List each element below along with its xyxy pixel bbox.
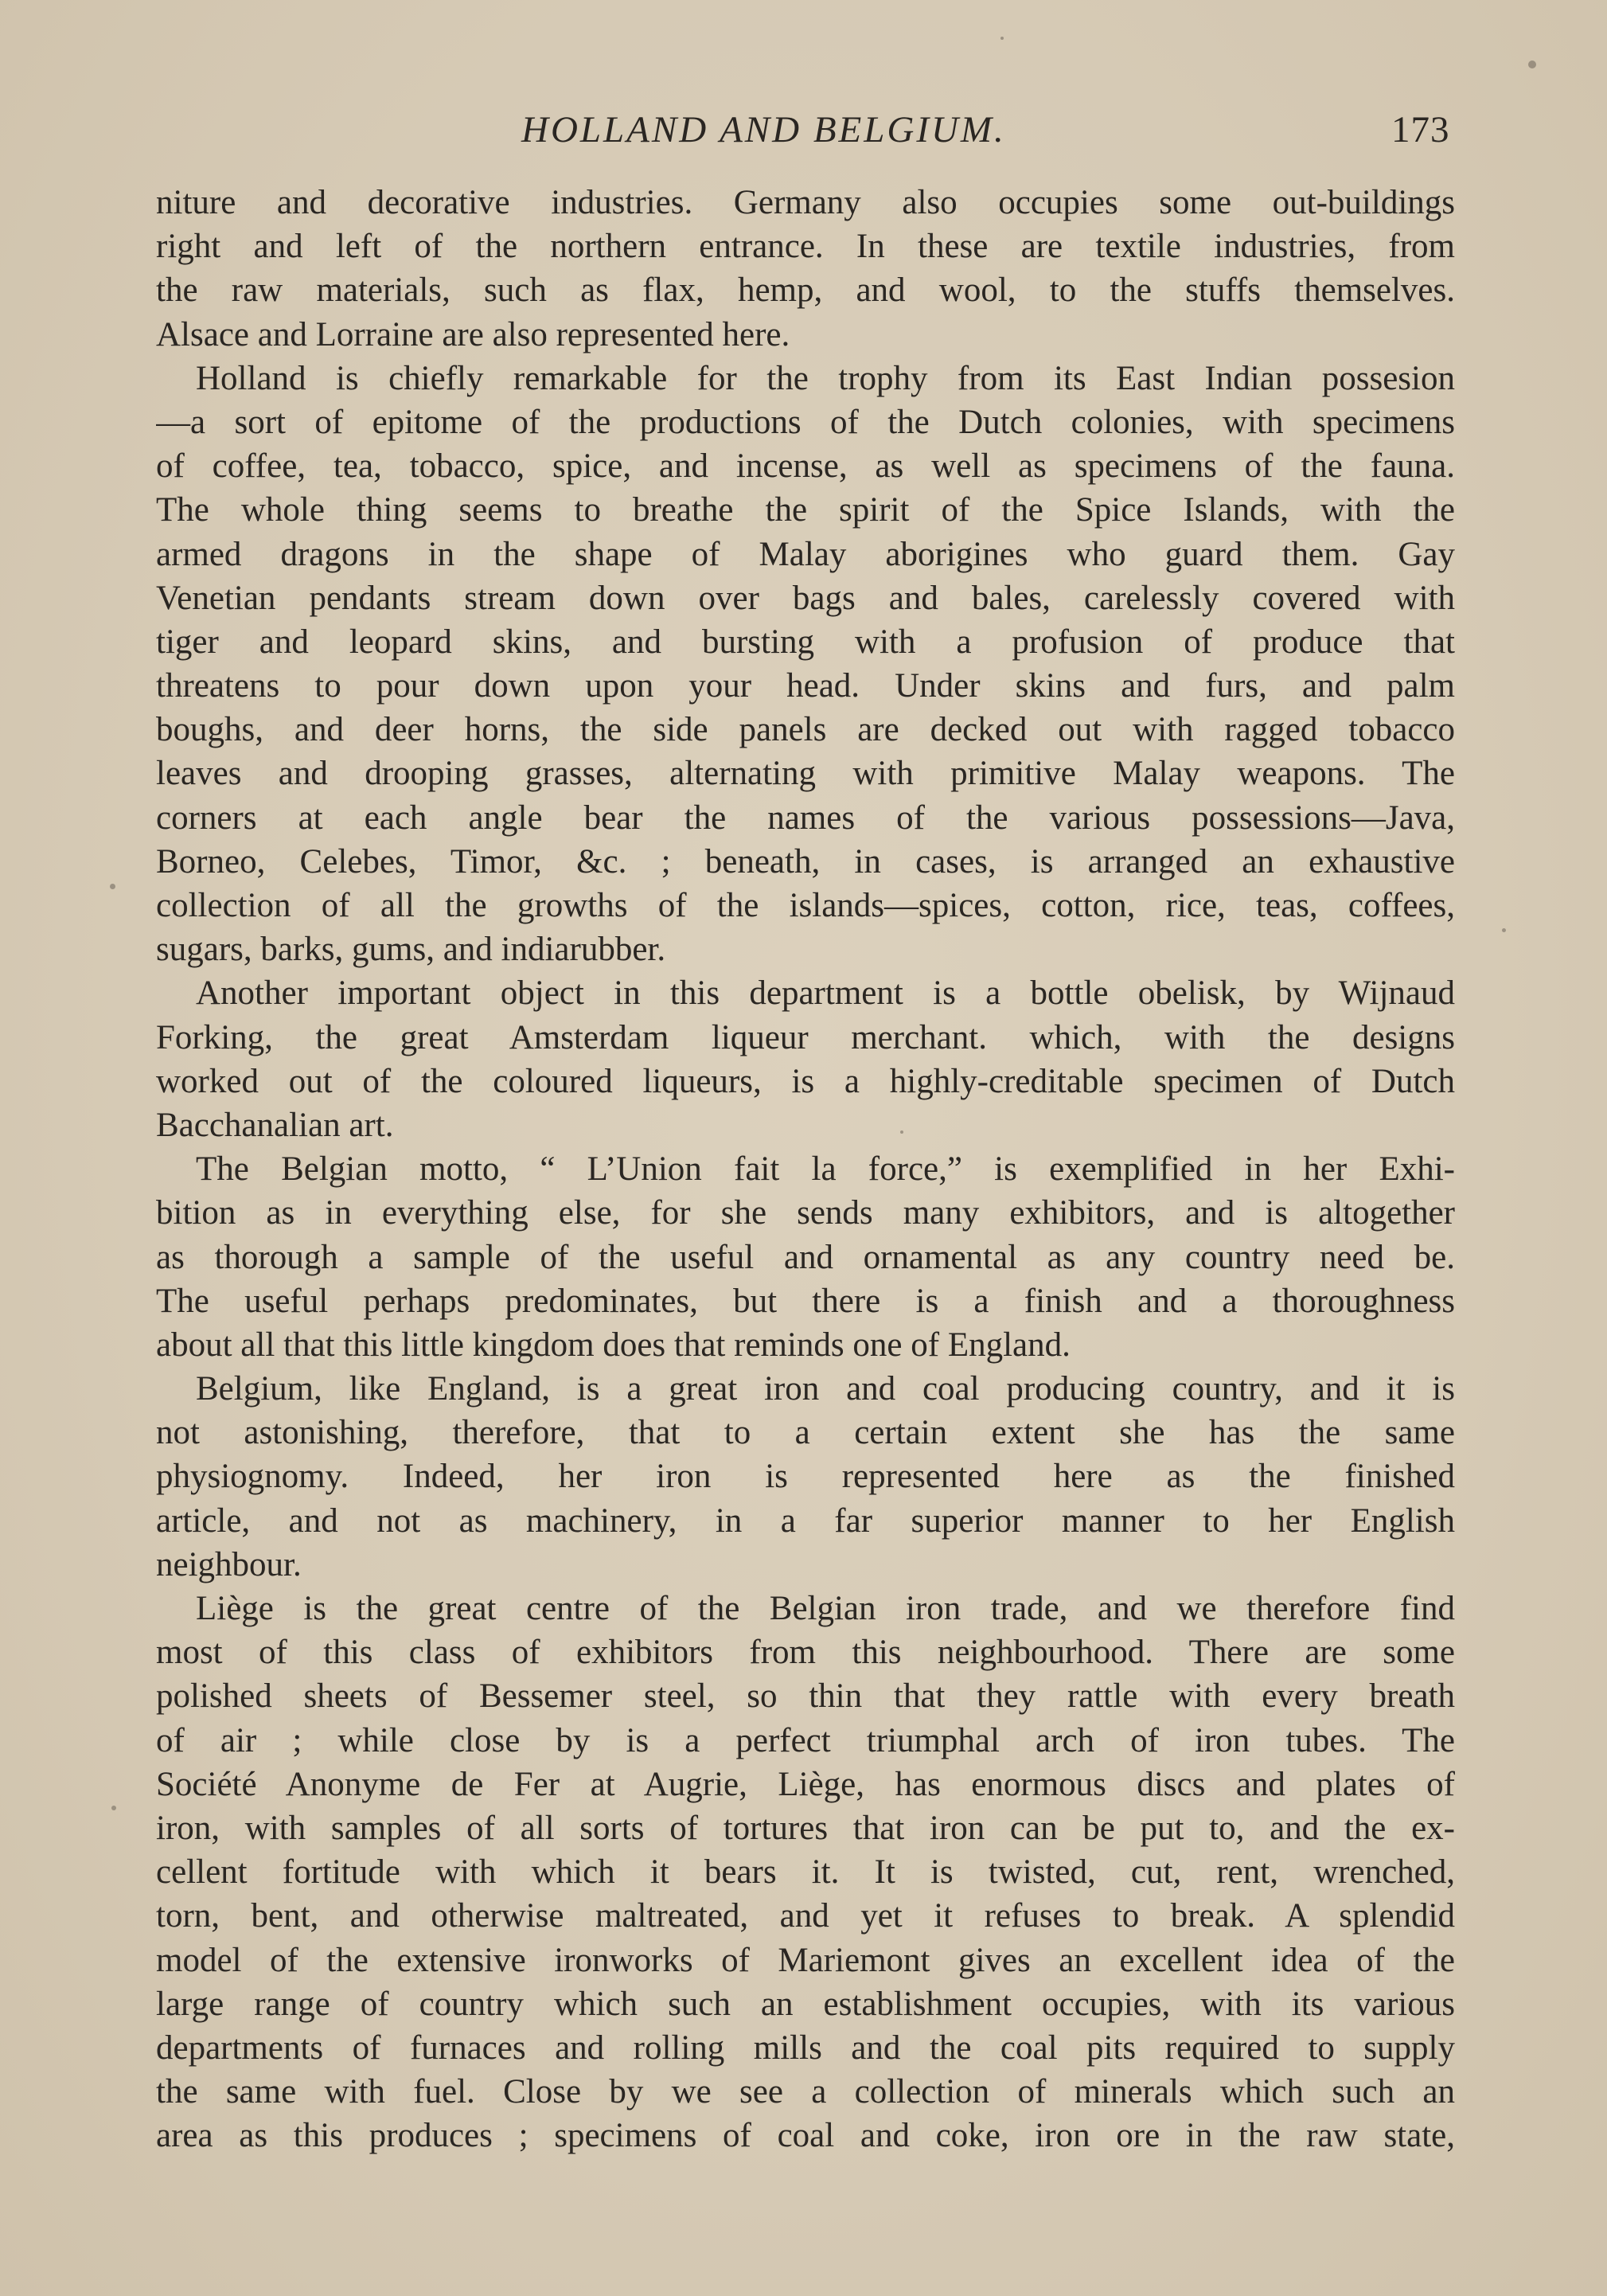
- text-line: iron, with samples of all sorts of tortures that iron can be put to, and the ex-: [156, 1809, 1455, 1847]
- text-line: the same with fuel. Close by we see a collection of minerals which such an: [156, 2073, 1455, 2111]
- text-line: departments of furnaces and rolling mills and the coal pits required to supply: [156, 2029, 1455, 2067]
- paper-speck: [900, 1130, 903, 1134]
- text-line: torn, bent, and otherwise maltreated, and yet it refuses to break. A splendid: [156, 1897, 1455, 1935]
- text-line: as thorough a sample of the useful and ornamental as any country need be.: [156, 1238, 1455, 1276]
- page-number: 173: [1391, 109, 1450, 150]
- text-line: about all that this little kingdom does that reminds one of England.: [156, 1326, 1071, 1364]
- text-line: Bacchanalian art.: [156, 1106, 394, 1144]
- text-line: article, and not as machinery, in a far superior manner to her English: [156, 1501, 1455, 1540]
- text-line: The useful perhaps predominates, but there is a finish and a thoroughness: [156, 1282, 1455, 1320]
- paper-speck: [111, 1806, 116, 1810]
- text-line: Société Anonyme de Fer at Augrie, Liège, has enormous discs and plates of: [156, 1765, 1455, 1803]
- text-line: not astonishing, therefore, that to a certain extent she has the same: [156, 1414, 1455, 1452]
- text-line: —a sort of epitome of the productions of the Dutch colonies, with specimens: [156, 403, 1455, 441]
- text-line: of air ; while close by is a perfect triumphal arch of iron tubes. The: [156, 1721, 1455, 1759]
- text-line: right and left of the northern entrance. In these are textile industries, from: [156, 228, 1455, 266]
- text-line: polished sheets of Bessemer steel, so thin that they rattle with every breath: [156, 1677, 1455, 1716]
- text-line: collection of all the growths of the islands—spices, cotton, rice, teas, coffees,: [156, 887, 1455, 924]
- text-line: the raw materials, such as flax, hemp, and wool, to the stuffs themselves.: [156, 271, 1455, 310]
- paper-speck: [1502, 928, 1506, 932]
- paper-speck: [1000, 37, 1004, 40]
- text-line: sugars, barks, gums, and indiarubber.: [156, 931, 666, 969]
- paper-speck: [1528, 61, 1536, 68]
- text-line: niture and decorative industries. Germany also occupies some out-buildings: [156, 184, 1455, 221]
- text-line: threatens to pour down upon your head. Under skins and furs, and palm: [156, 667, 1455, 705]
- paragraph-start-line: Another important object in this department is a bottle obelisk, by Wijnaud: [196, 974, 1455, 1013]
- text-line: leaves and drooping grasses, alternating with primitive Malay weapons. The: [156, 755, 1455, 793]
- text-line: armed dragons in the shape of Malay aborigines who guard them. Gay: [156, 535, 1455, 573]
- paragraph-start-line: The Belgian motto, “ L’Union fait la force,” is exemplified in her Exhi-: [196, 1150, 1455, 1189]
- text-line: model of the extensive ironworks of Mariemont gives an excellent idea of the: [156, 1941, 1455, 1979]
- text-line: Alsace and Lorraine are also represented here.: [156, 315, 790, 353]
- text-line: large range of country which such an establishment occupies, with its various: [156, 1985, 1455, 2023]
- body-text: [156, 181, 1455, 2157]
- text-line: The whole thing seems to breathe the spirit of the Spice Islands, with the: [156, 491, 1455, 529]
- text-line: Forking, the great Amsterdam liqueur merchant. which, with the designs: [156, 1018, 1455, 1056]
- text-line: cellent fortitude with which it bears it. It is twisted, cut, rent, wrenched,: [156, 1853, 1455, 1892]
- text-line: physiognomy. Indeed, her iron is represented here as the finished: [156, 1458, 1455, 1496]
- text-line: bition as in everything else, for she sends many exhibitors, and is altogether: [156, 1194, 1455, 1232]
- paragraph-start-line: Liège is the great centre of the Belgian iron trade, and we therefore find: [196, 1590, 1455, 1627]
- text-line: worked out of the coloured liqueurs, is a highly-creditable specimen of Dutch: [156, 1062, 1455, 1100]
- text-line: area as this produces ; specimens of coal and coke, iron ore in the raw state,: [156, 2117, 1455, 2155]
- running-title: HOLLAND AND BELGIUM.: [521, 109, 1006, 150]
- text-line: Venetian pendants stream down over bags and bales, carelessly covered with: [156, 579, 1455, 617]
- text-line: boughs, and deer horns, the side panels are decked out with ragged tobacco: [156, 711, 1455, 749]
- paragraph-start-line: Holland is chiefly remarkable for the trophy from its East Indian possesion: [196, 359, 1455, 397]
- text-line: most of this class of exhibitors from this neighbourhood. There are some: [156, 1634, 1455, 1672]
- page-header: [0, 102, 1607, 158]
- text-line: of coffee, tea, tobacco, spice, and incense, as well as specimens of the fauna.: [156, 447, 1455, 486]
- text-line: neighbour.: [156, 1545, 302, 1583]
- paper-speck: [110, 884, 115, 889]
- text-line: Borneo, Celebes, Timor, &c. ; beneath, in cases, is arranged an exhaustive: [156, 842, 1455, 881]
- text-line: corners at each angle bear the names of the various possessions—Java,: [156, 799, 1455, 837]
- text-line: tiger and leopard skins, and bursting with a profusion of produce that: [156, 623, 1455, 661]
- paragraph-start-line: Belgium, like England, is a great iron and coal producing country, and it is: [196, 1370, 1455, 1408]
